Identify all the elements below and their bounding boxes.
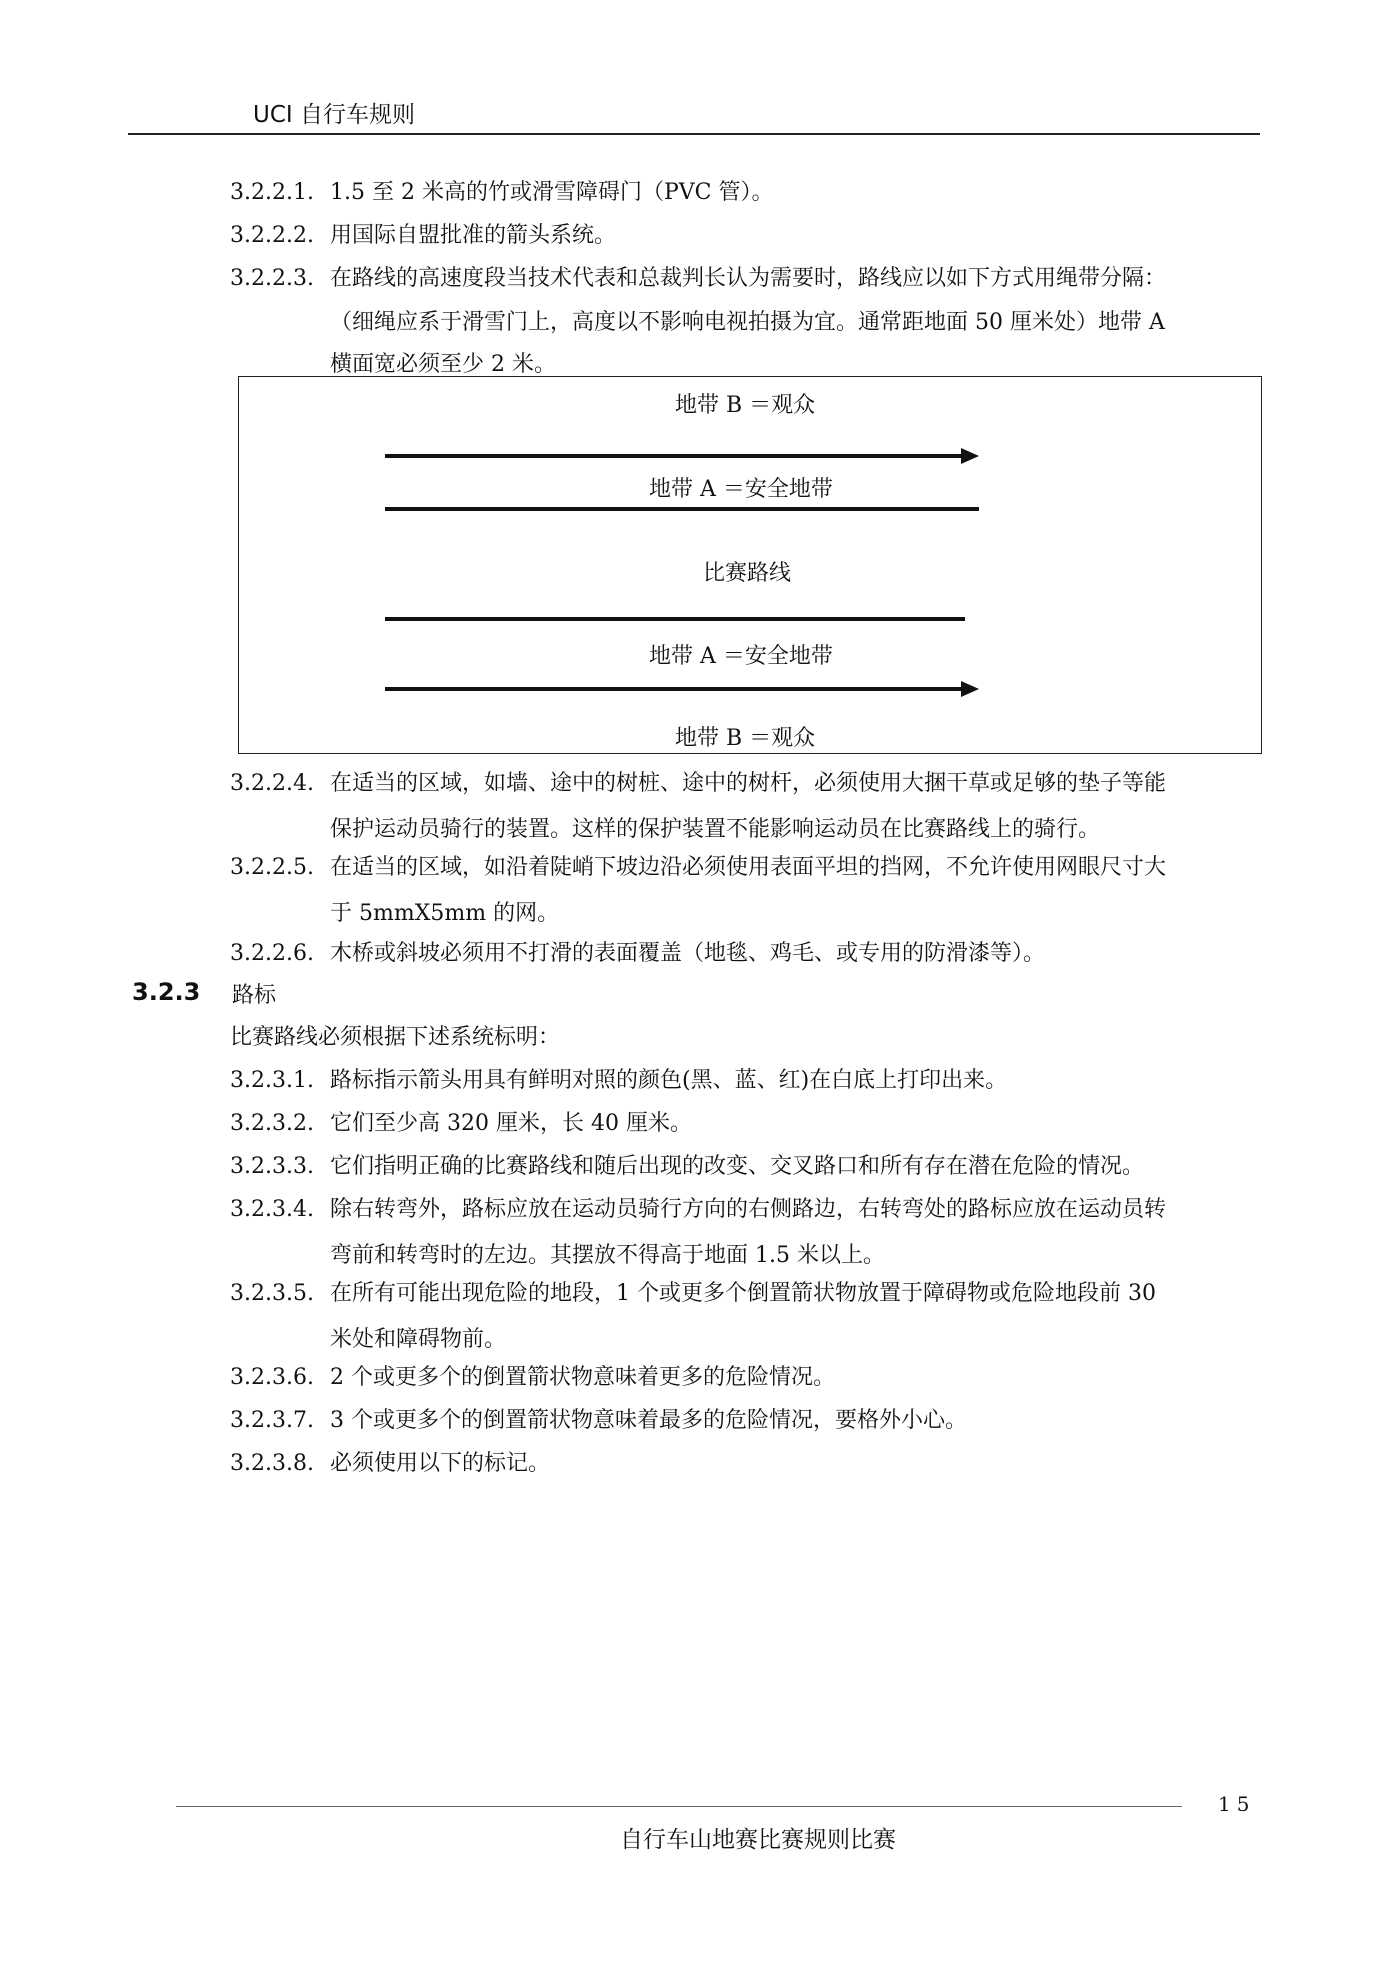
rule-number: 3.2.2.1. xyxy=(230,180,314,205)
rule-text: 用国际自盟批准的箭头系统。 xyxy=(330,223,617,248)
rule-number: 3.2.3.4. xyxy=(230,1197,314,1222)
section-intro: 比赛路线必须根据下述系统标明： xyxy=(230,1025,561,1050)
rule-text: 2 个或更多个的倒置箭状物意味着更多的危险情况。 xyxy=(330,1365,835,1390)
zone-b-top-label: 地带 B ＝观众 xyxy=(675,393,816,418)
rule-text: 路标指示箭头用具有鲜明对照的颜色(黑、蓝、红)在白底上打印出来。 xyxy=(330,1068,1008,1093)
rule-number: 3.2.2.2. xyxy=(230,223,314,248)
rule-number: 3.2.3.6. xyxy=(230,1365,314,1390)
rule-text: 它们指明正确的比赛路线和随后出现的改变、交叉路口和所有存在潜在危险的情况。 xyxy=(330,1154,1145,1179)
rule-number: 3.2.3.1. xyxy=(230,1068,314,1093)
rule-text: 它们至少高 320 厘米，长 40 厘米。 xyxy=(330,1111,692,1136)
header-rule xyxy=(128,133,1260,135)
boundary-line-bottom xyxy=(385,617,965,621)
arrow-line-bottom xyxy=(385,687,965,691)
rule-text-continued: 米处和障碍物前。 xyxy=(330,1327,507,1352)
rule-text: 在适当的区域，如沿着陡峭下坡边沿必须使用表面平坦的挡网，不允许使用网眼尺寸大 xyxy=(330,855,1167,880)
rule-text: 除右转弯外，路标应放在运动员骑行方向的右侧路边，右转弯处的路标应放在运动员转 xyxy=(330,1197,1167,1222)
rule-number: 3.2.3.3. xyxy=(230,1154,314,1179)
footer-title: 自行车山地赛比赛规则比赛 xyxy=(620,1827,896,1853)
rule-text-continued: 于 5mmX5mm 的网。 xyxy=(330,901,560,926)
rule-number: 3.2.3.5. xyxy=(230,1281,314,1306)
rule-text-continued: 保护运动员骑行的装置。这样的保护装置不能影响运动员在比赛路线上的骑行。 xyxy=(330,817,1101,842)
section-number: 3.2.3 xyxy=(132,978,201,1006)
rule-text-continued: 横面宽必须至少 2 米。 xyxy=(330,352,556,377)
zone-a-top-label: 地带 A ＝安全地带 xyxy=(649,477,833,502)
rule-text: 必须使用以下的标记。 xyxy=(330,1451,551,1476)
rule-text: 在路线的高速度段当技术代表和总裁判长认为需要时，路线应以如下方式用绳带分隔： xyxy=(330,266,1167,291)
rule-number: 3.2.3.2. xyxy=(230,1111,314,1136)
rule-number: 3.2.2.6. xyxy=(230,941,314,966)
rule-number: 3.2.3.7. xyxy=(230,1408,314,1433)
rule-text-continued: （细绳应系于滑雪门上，高度以不影响电视拍摄为宜。通常距地面 50 厘米处）地带 A xyxy=(330,310,1165,335)
zone-b-bottom-label: 地带 B ＝观众 xyxy=(675,726,816,751)
rule-text: 在所有可能出现危险的地段，1 个或更多个倒置箭状物放置于障碍物或危险地段前 30 xyxy=(330,1281,1156,1306)
rule-number: 3.2.2.5. xyxy=(230,855,314,880)
rule-number: 3.2.2.3. xyxy=(230,266,314,291)
zone-diagram xyxy=(238,376,1262,754)
rule-number: 3.2.2.4. xyxy=(230,771,314,796)
rule-text: 3 个或更多个的倒置箭状物意味着最多的危险情况，要格外小心。 xyxy=(330,1408,967,1433)
section-title: 路标 xyxy=(232,983,277,1008)
rule-text: 1.5 至 2 米高的竹或滑雪障碍门（PVC 管）。 xyxy=(330,180,774,205)
running-header: UCI 自行车规则 xyxy=(253,102,415,128)
rule-number: 3.2.3.8. xyxy=(230,1451,314,1476)
rule-text-continued: 弯前和转弯时的左边。其摆放不得高于地面 1.5 米以上。 xyxy=(330,1243,885,1268)
arrow-right-icon xyxy=(961,448,979,464)
rule-text: 在适当的区域，如墙、途中的树桩、途中的树杆，必须使用大捆干草或足够的垫子等能 xyxy=(330,771,1167,796)
page-number: 15 xyxy=(1218,1792,1256,1816)
rule-text: 木桥或斜坡必须用不打滑的表面覆盖（地毯、鸡毛、或专用的防滑漆等）。 xyxy=(330,941,1046,966)
course-label: 比赛路线 xyxy=(703,561,792,586)
arrow-line-top xyxy=(385,454,965,458)
boundary-line-top xyxy=(385,507,979,511)
arrow-right-icon xyxy=(961,681,979,697)
zone-a-bottom-label: 地带 A ＝安全地带 xyxy=(649,644,833,669)
footer-rule xyxy=(176,1806,1182,1807)
